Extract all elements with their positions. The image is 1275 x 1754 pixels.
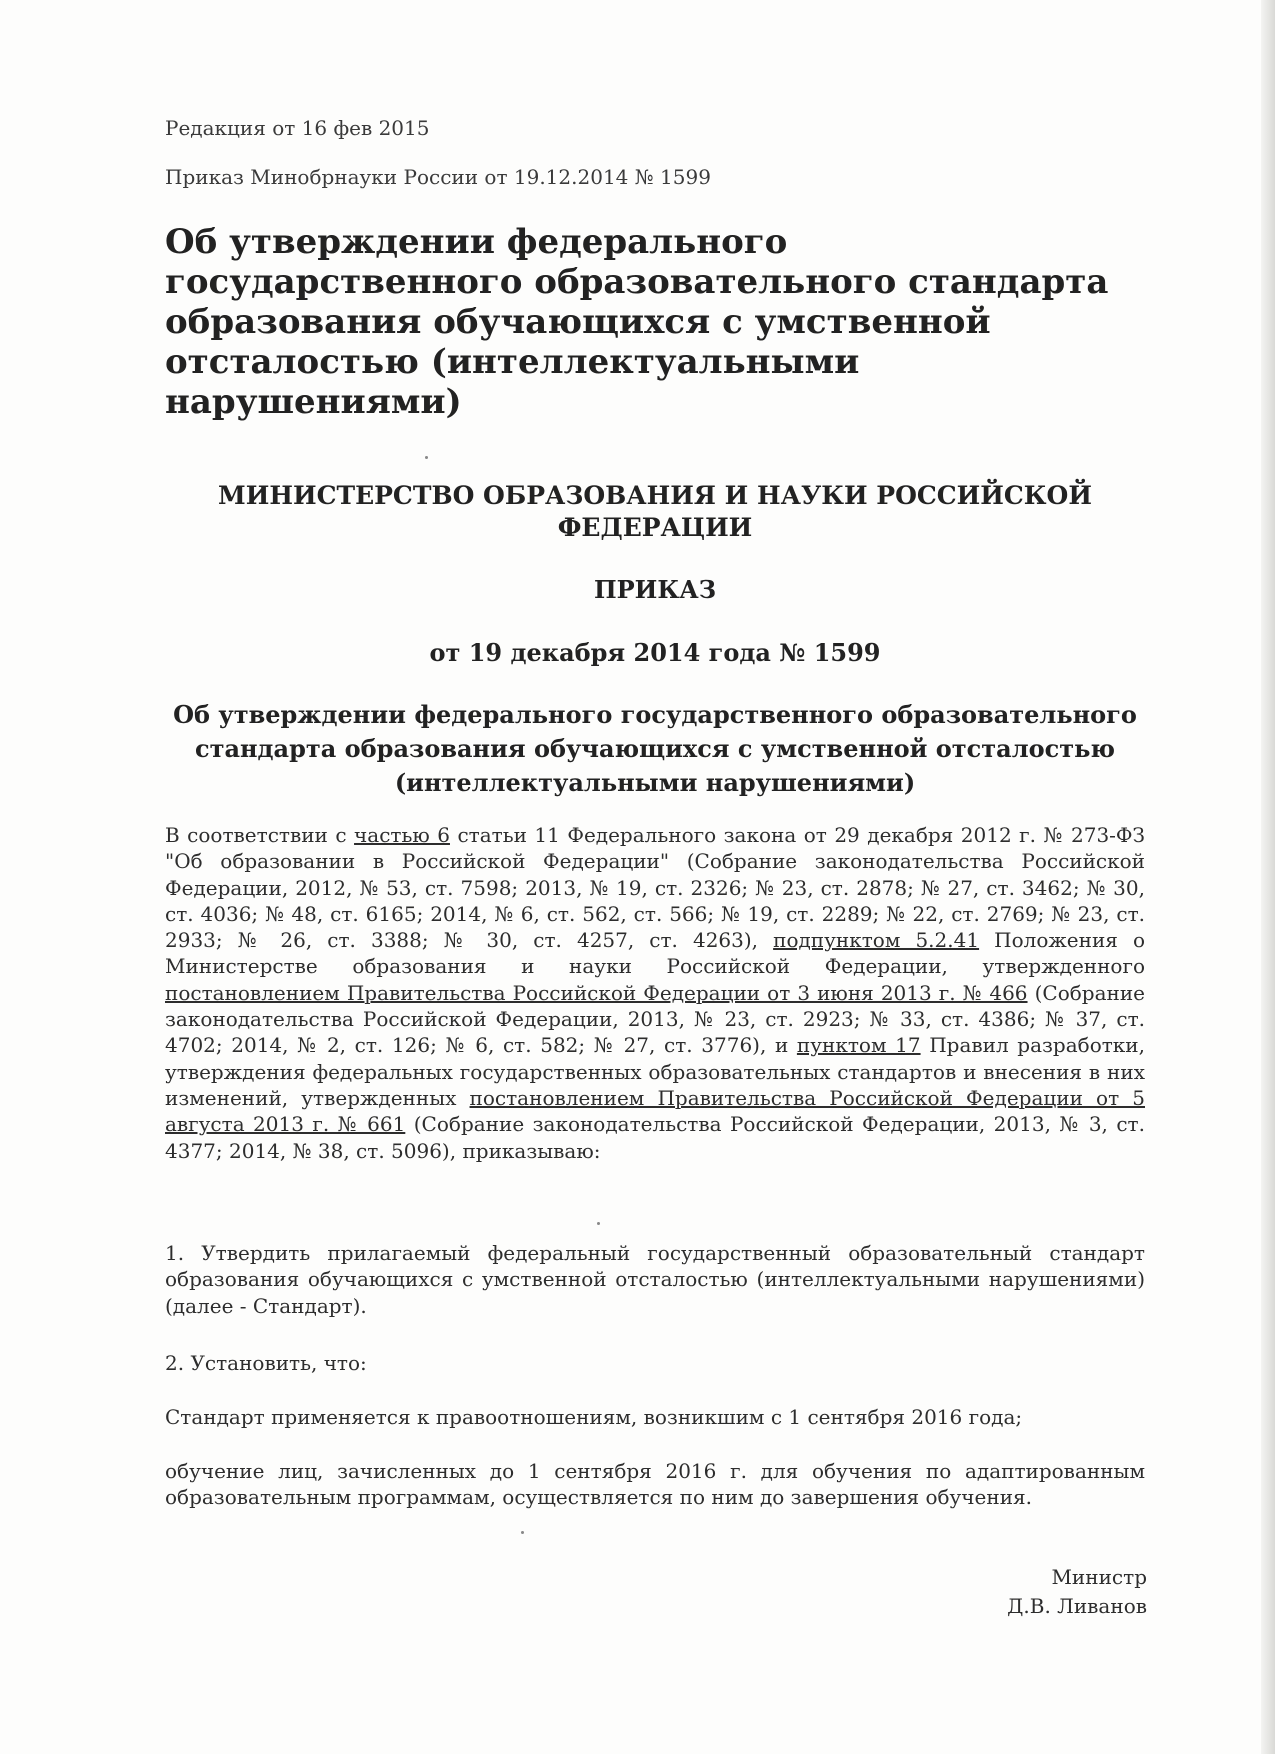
scan-edge	[1261, 0, 1275, 1754]
preamble-text: Положения о Министерстве образования и науки Российской Федерации, утвержденного	[165, 928, 1145, 979]
preamble-text: (Собрание законодательства Российской Федерации, 2013, № 3, ст. 4377; 2014, № 38, ст. 5096), приказываю:	[165, 1112, 1145, 1163]
ministry-name: МИНИСТЕРСТВО ОБРАЗОВАНИЯ И НАУКИ РОССИЙСКОЙ ФЕДЕРАЦИИ	[218, 481, 1092, 542]
scan-speck	[425, 456, 428, 459]
scan-speck	[597, 1222, 600, 1225]
link-clause-17[interactable]: пунктом 17	[796, 1033, 921, 1058]
link-subclause-5-2-41[interactable]: подпунктом 5.2.41	[773, 928, 980, 953]
order-item-2: 2. Установить, что:	[165, 1351, 367, 1375]
link-part-6[interactable]: частью 6	[354, 823, 450, 847]
edition-date: Редакция от 16 фев 2015	[165, 116, 430, 140]
link-resolution-661[interactable]: постановлением Правительства Российской Федерации от 5 августа 2013 г. № 661	[165, 1085, 1145, 1137]
order-reference: Приказ Минобрнауки России от 19.12.2014 № 1599	[165, 165, 711, 189]
order-subject: Об утверждении федерального государственного образовательного стандарта образования обучающихся с умственной отсталостью (интеллектуальными нарушениями)	[173, 700, 1137, 797]
order-item-2-clause-a: Стандарт применяется к правоотношениям, возникшим с 1 сентября 2016 года;	[165, 1405, 1023, 1429]
signatory-name: Д.В. Ливанов	[1007, 1594, 1147, 1618]
document-type: ПРИКАЗ	[593, 575, 717, 604]
preamble-text: статьи 11 Федерального закона от 29 декабря 2012 г. № 273-ФЗ "Об образовании в Российской Федерации" (Собрание законодательства Российской Федерации, 2012, № 53, ст. 7598; 2013, № 19, ст. 2326; № 23, ст. 2878; № 27, ст. 3462; № 30, ст. 4036; № 48, ст. 6165; 2014, № 6, ст. 562, ст. 566; № 19, ст. 2289; № 22, ст. 2769; № 23, ст. 2933; № 26, ст. 3388; № 30, ст. 4257, ст. 4263),	[165, 823, 1145, 953]
preamble-text: (Собрание законодательства Российской Федерации, 2013, № 23, ст. 2923; № 33, ст. 4386; № 37, ст. 4702; 2014, № 2, ст. 126; № 6, ст. 582; № 27, ст. 3776), и	[165, 980, 1145, 1058]
order-item-1: 1. Утвердить прилагаемый федеральный государственный образовательный стандарт образования обучающихся с умственной отсталостью (интеллектуальными нарушениями) (далее - Стандарт).	[165, 1241, 1145, 1318]
preamble-text: В соответствии с	[165, 823, 355, 847]
preamble-text: Правил разработки, утверждения федеральных государственных образовательных стандартов и внесения в них изменений, утвержденных	[165, 1033, 1145, 1110]
order-date-number: от 19 декабря 2014 года № 1599	[429, 638, 881, 667]
order-item-2-clause-b: обучение лиц, зачисленных до 1 сентября 2016 г. для обучения по адаптированным образовательным программам, осуществляется по ним до завершения обучения.	[165, 1459, 1145, 1510]
document-title: Об утверждении федерального государственного образовательного стандарта образования обучающихся с умственной отсталостью (интеллектуальными нарушениями)	[165, 222, 1109, 422]
signatory-title: Министр	[1051, 1565, 1147, 1589]
preamble-paragraph	[165, 822, 1145, 1164]
scan-speck	[521, 1531, 524, 1534]
link-resolution-466[interactable]: постановлением Правительства Российской Федерации от 3 июня 2013 г. № 466	[165, 980, 1028, 1005]
